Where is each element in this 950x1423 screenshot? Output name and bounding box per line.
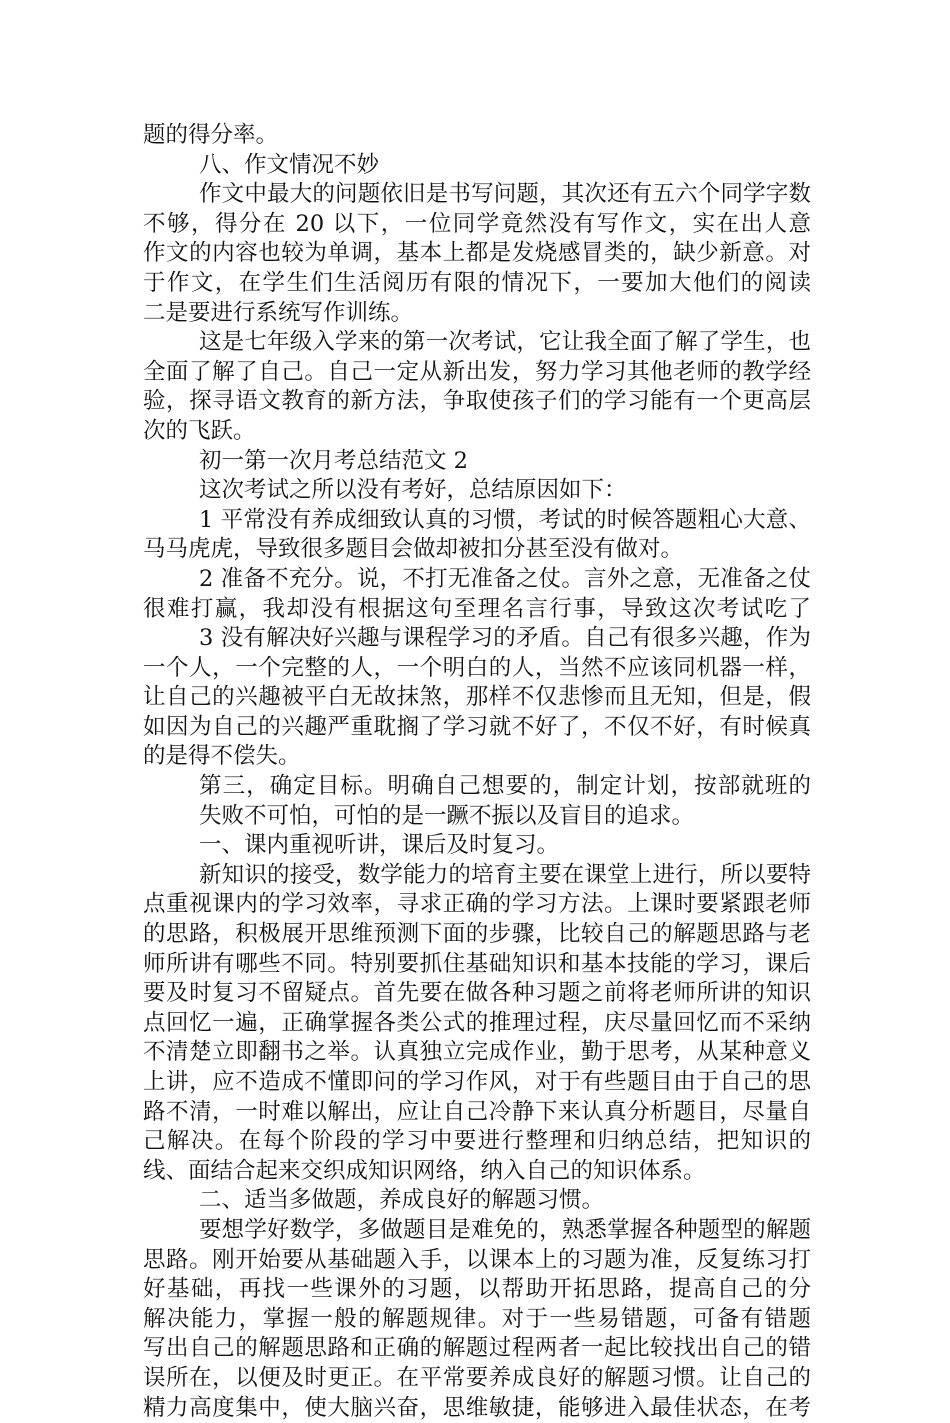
text-line: 路不清，一时难以解出，应让自己冷静下来认真分析题目，尽量自 xyxy=(143,1098,811,1125)
text-line: 2 准备不充分。说，不打无准备之仗。言外之意，无准备之仗 xyxy=(199,565,811,592)
text-line: 全面了解了自己。自己一定从新出发，努力学习其他老师的教学经 xyxy=(143,358,811,385)
text-line: 点回忆一遍，正确掌握各类公式的推理过程，庆尽量回忆而不采纳 xyxy=(143,1009,811,1036)
text-line: 作文中最大的问题依旧是书写问题，其次还有五六个同学字数 xyxy=(199,181,811,208)
text-line: 师所讲有哪些不同。特别要抓住基础知识和基本技能的学习，课后 xyxy=(143,950,811,977)
text-line: 于作文，在学生们生活阅历有限的情况下，一要加大他们的阅读 xyxy=(143,269,811,296)
text-line: 点重视课内的学习效率，寻求正确的学习方法。上课时要紧跟老师 xyxy=(143,891,811,918)
text-line: 如因为自己的兴趣严重耽搁了学习就不好了，不仅不好，有时候真 xyxy=(143,713,811,740)
text-line: 马马虎虎，导致很多题目会做却被扣分甚至没有做对。 xyxy=(143,536,684,563)
text-line: 写出自己的解题思路和正确的解题过程两者一起比较找出自己的错 xyxy=(143,1335,811,1362)
text-line: 上讲，应不造成不懂即问的学习作风，对于有些题目由于自己的思 xyxy=(143,1069,811,1095)
text-line: 精力高度集中，使大脑兴奋，思维敏捷，能够进入最佳状态，在考 xyxy=(143,1394,811,1421)
text-line: 解决能力，掌握一般的解题规律。对于一些易错题，可备有错题 xyxy=(143,1305,811,1332)
text-line: 一个人，一个完整的人，一个明白的人，当然不应该同机器一样， xyxy=(143,654,811,681)
text-line: 失败不可怕，可怕的是一蹶不振以及盲目的追求。 xyxy=(199,802,695,829)
text-line: 八、作文情况不妙 xyxy=(199,151,380,178)
text-line: 己解决。在每个阶段的学习中要进行整理和归纳总结，把知识的 xyxy=(143,1128,811,1155)
text-line: 验，探寻语文教育的新方法，争取使孩子们的学习能有一个更高层 xyxy=(143,388,811,415)
text-line: 二、适当多做题，养成良好的解题习惯。 xyxy=(199,1187,605,1214)
text-line: 的思路，积极展开思维预测下面的步骤，比较自己的解题思路与老 xyxy=(143,921,811,948)
text-line: 的是得不偿失。 xyxy=(143,743,301,770)
text-line: 第三，确定目标。明确自己想要的，制定计划，按部就班的 xyxy=(199,773,811,800)
text-line: 这次考试之所以没有考好，总结原因如下： xyxy=(199,477,627,504)
text-line: 3 没有解决好兴趣与课程学习的矛盾。自己有很多兴趣，作为 xyxy=(199,625,811,652)
text-line: 线、面结合起来交织成知识网络，纳入自己的知识体系。 xyxy=(143,1157,706,1184)
text-line: 这是七年级入学来的第一次考试，它让我全面了解了学生，也 xyxy=(199,329,811,356)
text-line: 二是要进行系统写作训练。 xyxy=(143,299,414,326)
text-line: 要想学好数学，多做题目是难免的，熟悉掌握各种题型的解题 xyxy=(199,1216,811,1243)
text-line: 初一第一次月考总结范文 2 xyxy=(199,447,468,474)
text-line: 题的得分率。 xyxy=(143,122,279,148)
text-line: 要及时复习不留疑点。首先要在做各种习题之前将老师所讲的知识 xyxy=(143,980,811,1007)
text-line: 一、课内重视听讲，课后及时复习。 xyxy=(199,832,560,859)
text-line: 思路。刚开始要从基础题入手，以课本上的习题为准，反复练习打 xyxy=(143,1246,811,1273)
text-line: 新知识的接受，数学能力的培育主要在课堂上进行，所以要特 xyxy=(199,861,811,888)
text-line: 次的飞跃。 xyxy=(143,417,256,444)
text-line: 不清楚立即翻书之举。认真独立完成作业，勤于思考，从某种意义 xyxy=(143,1039,811,1066)
text-line: 不够，得分在 20 以下，一位同学竟然没有写作文，实在出人意 xyxy=(143,210,811,237)
text-line: 好基础，再找一些课外的习题，以帮助开拓思路，提高自己的分 xyxy=(143,1276,811,1303)
document-body xyxy=(143,121,811,1423)
text-line: 误所在，以便及时更正。在平常要养成良好的解题习惯。让自己的 xyxy=(143,1364,811,1391)
text-line: 很难打赢，我却没有根据这句至理名言行事，导致这次考试吃了 xyxy=(143,595,811,622)
text-line: 作文的内容也较为单调，基本上都是发烧感冒类的，缺少新意。对 xyxy=(143,240,811,267)
text-line: 1 平常没有养成细致认真的习惯，考试的时候答题粗心大意、 xyxy=(199,506,811,533)
text-line: 让自己的兴趣被平白无故抹煞，那样不仅悲惨而且无知，但是，假 xyxy=(143,684,811,711)
